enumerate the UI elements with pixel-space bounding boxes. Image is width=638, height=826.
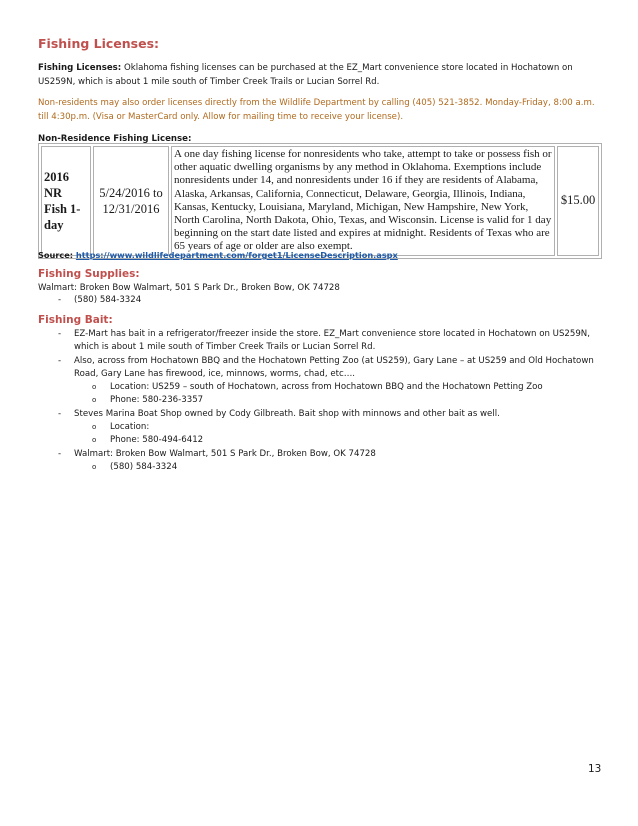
circle-marker: o	[92, 462, 97, 471]
supplies-heading: Fishing Supplies:	[38, 268, 140, 280]
dash-marker: -	[58, 448, 62, 459]
list-item-text: Steves Marina Boat Shop owned by Cody Gilbreath. Bait shop with minnows and other bait as well.	[74, 408, 500, 419]
license-name-cell: 2016 NR Fish 1-day	[41, 146, 91, 256]
circle-marker: o	[92, 396, 97, 405]
sub-list-item-text: Phone: 580-236-3357	[110, 395, 204, 406]
sub-list-item	[74, 381, 604, 394]
circle-marker: o	[92, 436, 97, 445]
sub-list-item	[74, 461, 604, 474]
license-price-cell: $15.00	[557, 146, 599, 256]
dash-marker: -	[58, 329, 62, 339]
license-description-cell: A one day fishing license for nonresidents who take, attempt to take or possess fish or other aquatic dwelling organisms by any method in Oklahoma. Exemptions include nonresidents under 14, and nonresidents under 16 if they are residents of Alabama, Alaska, Arkansas, California, Connecticut, Delaware, Georgia, Illinois, Indiana, Kansas, Kentucky, Louisiana, Maryland, Michigan, New Hampshire, New York, North Carolina, North Dakota, Ohio, Texas, and Wisconsin. License is valid for 1 day beginning on the start date listed and expires at midnight. Residents of Texas who are 65 years of age or older are also exempt.	[171, 146, 555, 256]
nonresident-note: Non-residents may also order licenses directly from the Wildlife Department by calling (405) 521-3852. Monday-Friday, 8:00 a.m. till 4:30p.m. (Visa or MasterCard only. Allow for mailing time to receive your license).	[38, 98, 595, 122]
circle-marker: o	[92, 383, 97, 392]
source-link[interactable]: https://www.wildlifedepartment.com/forget1/LicenseDescription.aspx	[75, 250, 398, 260]
dash-marker: -	[58, 355, 62, 366]
sub-list-item	[74, 434, 604, 447]
sub-list-item	[74, 421, 604, 434]
sub-list-item	[74, 394, 604, 407]
intro-label: Fishing Licenses:	[38, 63, 122, 73]
page-number: 13	[588, 763, 602, 775]
license-dates-cell: 5/24/2016 to 12/31/2016	[93, 146, 169, 256]
circle-marker: o	[92, 423, 97, 432]
list-item	[38, 448, 604, 475]
dash-marker: -	[58, 295, 62, 305]
list-item	[38, 408, 604, 448]
section-title: Fishing Licenses:	[38, 36, 160, 51]
sub-list	[74, 421, 604, 448]
dash-marker: -	[58, 408, 62, 419]
source-label: Source:	[38, 250, 76, 260]
sub-list-item-text: Location:	[110, 422, 150, 433]
sub-list-item-text: Phone: 580-494-6412	[110, 435, 204, 446]
sub-list-item-text: Location: US259 – south of Hochatown, across from Hochatown BBQ and the Hochatown Petting Zoo	[110, 382, 543, 393]
list-item-text: (580) 584-3324	[74, 295, 142, 305]
table-heading: Non-Residence Fishing License:	[38, 134, 192, 144]
sub-list	[74, 461, 604, 474]
intro-text: Oklahoma fishing licenses can be purchased at the EZ_Mart convenience store located in Hochatown on US259N, which is about 1 mile south of Timber Creek Trails or Lucian Sorrel Rd.	[38, 63, 573, 87]
list-item-text: Also, across from Hochatown BBQ and the Hochatown Petting Zoo (at US259), Gary Lane – at US259 and Old Hochatown Road, Gary Lane has firewood, ice, minnows, worms, chad, etc….	[74, 355, 594, 379]
list-item-text: EZ-Mart has bait in a refrigerator/freezer inside the store. EZ_Mart convenience store located in Hochatown on US259N, which is about 1 mile south of Timber Creek Trails or Lucian Sorrel Rd.	[74, 329, 590, 353]
sub-list-item-text: (580) 584-3324	[110, 461, 178, 472]
intro-paragraph	[38, 62, 604, 89]
sub-list	[74, 381, 604, 408]
table-row	[41, 146, 599, 256]
list-item	[38, 294, 604, 307]
list-item	[38, 355, 604, 408]
supplies-list	[38, 294, 604, 307]
source-line	[38, 250, 398, 260]
list-item	[38, 328, 604, 355]
list-item-text: Walmart: Broken Bow Walmart, 501 S Park Dr., Broken Bow, OK 74728	[74, 448, 376, 459]
supplies-line: Walmart: Broken Bow Walmart, 501 S Park Dr., Broken Bow, OK 74728	[38, 283, 340, 293]
bait-list	[38, 328, 604, 474]
bait-heading: Fishing Bait:	[38, 314, 113, 326]
license-table	[38, 143, 602, 259]
